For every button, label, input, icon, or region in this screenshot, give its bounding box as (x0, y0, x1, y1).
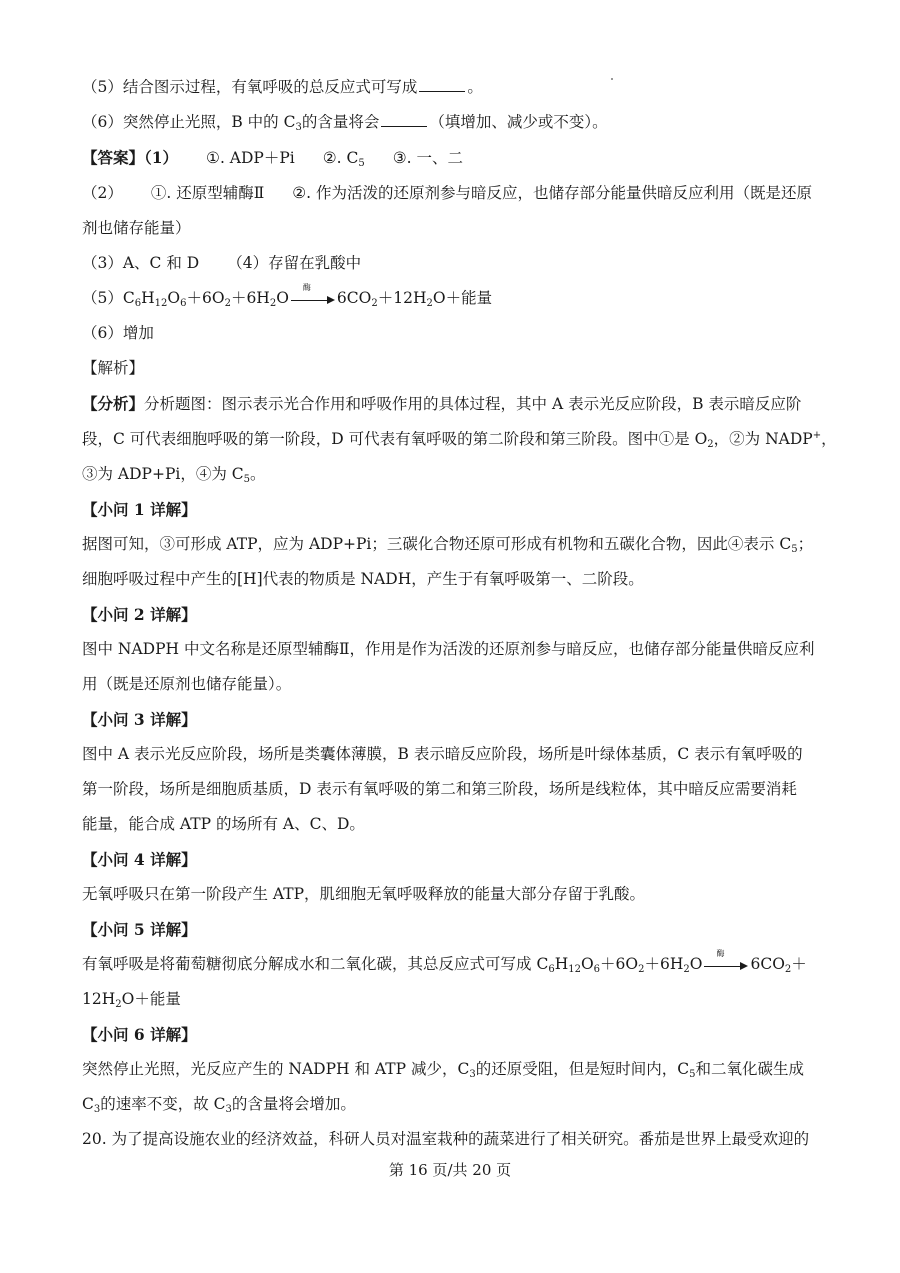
question-5: （5）结合图示过程，有氧呼吸的总反应式可写成 。 (82, 78, 483, 96)
answer-title: 【答案】（1） (82, 148, 179, 167)
sub3-line-1: 图中 A 表示光反应阶段，场所是类囊体薄膜，B 表示暗反应阶段，场所是叶绿体基质，C 表示有氧呼吸的 (82, 745, 803, 763)
sub2-title: 【小问 2 详解】 (82, 605, 197, 624)
sub3-line-3: 能量，能合成 ATP 的场所有 A、C、D。 (82, 815, 365, 833)
reaction-equation: $C_6H_{12}O_6+6O_2+6H_2O$ 酶 $6CO_2+12H_2O+$能量 (122, 283, 493, 309)
analysis-title: 【解析】 (82, 359, 145, 377)
sub2-line-1: 图中 NADPH 中文名称是还原型辅酶Ⅱ，作用是作为活泼的还原剂参与暗反应，也储存部分能量供暗反应利 (82, 640, 815, 658)
sub5-line-2: $12H_2O+$能量 (82, 990, 181, 1010)
analysis-line-1: 【分析】分析题图：图示表示光合作用和呼吸作用的具体过程，其中 A 表示光反应阶段，B 表示暗反应阶 (82, 394, 802, 413)
sub1-line-1: 据图可知，③可形成 ATP，应为 ADP+Pi；三碳化合物还原可形成有机物和五碳化合物，因此④表示 $C_5$； (82, 535, 814, 555)
sub6-line-2: $C_3$的速率不变，故 $C_3$的含量将会增加。 (82, 1095, 356, 1115)
answer-line-2: （2） ①. 还原型辅酶Ⅱ ②. 作为活泼的还原剂参与暗反应，也储存部分能量供暗反应利用（既是还原剂也储存能量） (82, 184, 813, 237)
sub3-title: 【小问 3 详解】 (82, 710, 197, 729)
answer-line-6: （6）增加 (82, 324, 154, 342)
document-body (82, 70, 837, 1157)
answer-line-3: （3）A、C 和 D （4）存留在乳酸中 (82, 254, 362, 272)
answer-blank-6 (381, 112, 427, 127)
question-6: （6）突然停止光照，B 中的 $C_3$的含量将会 （填增加、减少或不变）。 (82, 113, 608, 133)
sub6-line-1: 突然停止光照，光反应产生的 NADPH 和 ATP 减少，$C_3$的还原受阻，但是短时间内，$C_5$和二氧化碳生成 (82, 1060, 804, 1080)
sub4-title: 【小问 4 详解】 (82, 850, 197, 869)
sub1-line-2: 细胞呼吸过程中产生的[H]代表的物质是 NADH，产生于有氧呼吸第一、二阶段。 (82, 570, 644, 588)
analysis-line-3: ③为 ADP+Pi，④为 $C_5$。 (82, 465, 266, 485)
reaction-arrow-icon: 酶 (704, 959, 748, 971)
page-footer: 第 16 页/共 20 页 (388, 1161, 512, 1179)
answer-blank-5 (419, 77, 465, 92)
sub5-line-1: 有氧呼吸是将葡萄糖彻底分解成水和二氧化碳，其总反应式可写成 $C_6H_{12}O_6+6O_2+6H_2O$ 酶 $6CO_2+$ (82, 949, 807, 975)
question-20: 20. 为了提高设施农业的经济效益，科研人员对温室栽种的蔬菜进行了相关研究。番茄是世界上最受欢迎的 (82, 1130, 810, 1148)
sub2-line-2: 用（既是还原剂也储存能量）。 (82, 675, 292, 693)
sub1-title: 【小问 1 详解】 (82, 500, 197, 519)
answer-line-1: 【答案】（1） ①. ADP＋Pi ②. $C_5$ ③. 一、二 (82, 148, 463, 169)
sub6-title: 【小问 6 详解】 (82, 1025, 197, 1044)
sub3-line-2: 第一阶段，场所是细胞质基质，D 表示有氧呼吸的第二和第三阶段，场所是线粒体，其中暗反应需要消耗 (82, 780, 797, 798)
reaction-arrow-icon: 酶 (291, 293, 335, 305)
answer-line-5: $(5)C_6H_{12}O_6+6O_2+6H_2O$ 酶 $6CO_2+12H_2O+$能量 (82, 283, 493, 309)
sub5-title: 【小问 5 详解】 (82, 920, 197, 939)
sub4-line-1: 无氧呼吸只在第一阶段产生 ATP，肌细胞无氧呼吸释放的能量大部分存留于乳酸。 (82, 885, 646, 903)
analysis-line-2: 段，C 可代表细胞呼吸的第一阶段，D 可代表有氧呼吸的第二阶段和第三阶段。图中①是 $O_2$，②为 NADP+， (82, 430, 837, 450)
